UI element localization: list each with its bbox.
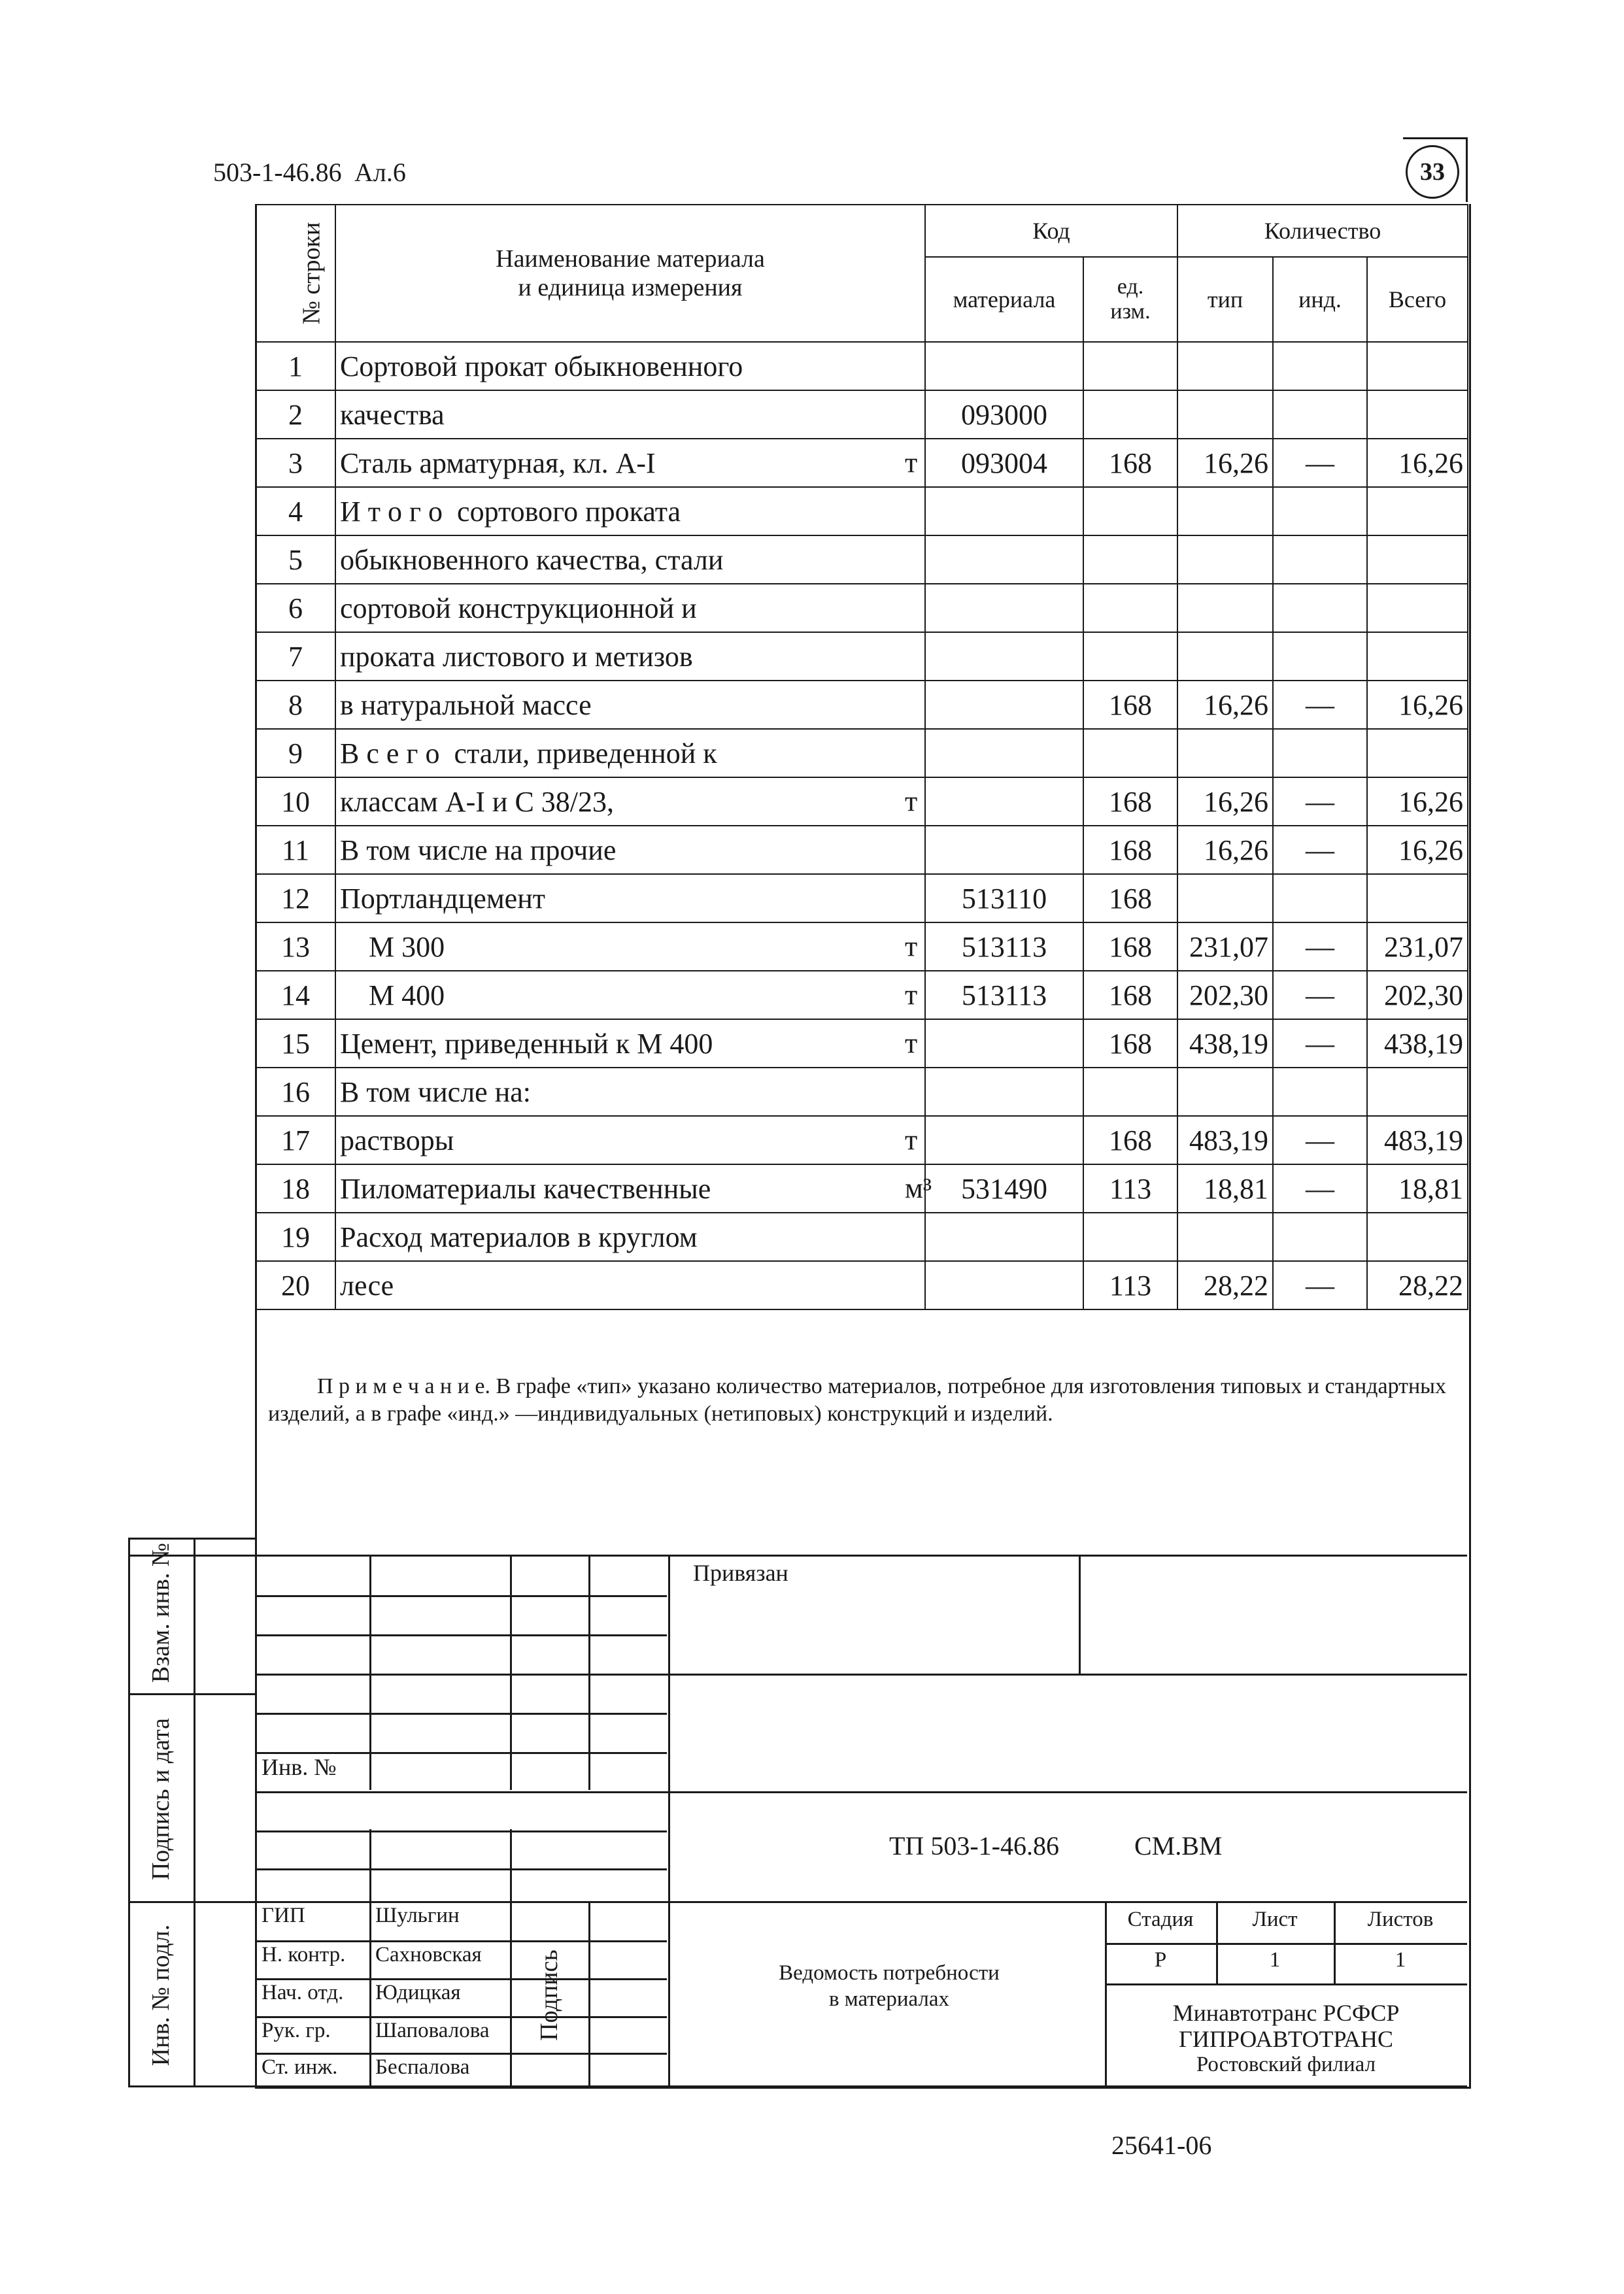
list-value: 1	[1269, 1948, 1281, 1972]
row-individual: —	[1273, 1261, 1367, 1309]
stamp-grid-line	[255, 2053, 667, 2055]
stamp-grid-line	[1105, 1943, 1467, 1945]
table-row	[256, 584, 1468, 632]
row-number: 1	[256, 342, 335, 390]
row-unit-code	[1083, 584, 1177, 632]
row-name	[335, 1261, 925, 1309]
row-name	[335, 922, 925, 971]
row-name	[335, 777, 925, 826]
col-code-group: Код	[925, 205, 1177, 257]
stamp-role: Рук. гр.	[262, 2019, 331, 2042]
table-row	[256, 777, 1468, 826]
row-name	[335, 971, 925, 1019]
row-unit-code: 113	[1083, 1261, 1177, 1309]
table-row	[256, 1164, 1468, 1213]
row-number: 11	[256, 826, 335, 874]
row-unit-code: 168	[1083, 777, 1177, 826]
row-name-text: В том числе на прочие	[340, 834, 617, 866]
row-material-code	[925, 1261, 1083, 1309]
table-row	[256, 1019, 1468, 1068]
stamp-grid-vline	[588, 1555, 590, 1790]
row-unit-code: 168	[1083, 439, 1177, 487]
row-material-code	[925, 681, 1083, 729]
row-name	[335, 874, 925, 922]
row-material-code: 513110	[925, 874, 1083, 922]
stamp-person-name: Шульгин	[375, 1904, 460, 1927]
row-typical: 28,22	[1177, 1261, 1273, 1309]
row-name-text: М 400	[340, 979, 445, 1011]
row-name-text: лесе	[340, 1269, 394, 1302]
stamp-person-name: Шаповалова	[375, 2019, 490, 2042]
row-unit-code: 113	[1083, 1164, 1177, 1213]
row-name-text: растворы	[340, 1124, 454, 1156]
row-typical: 16,26	[1177, 777, 1273, 826]
row-unit-code	[1083, 632, 1177, 681]
row-number: 7	[256, 632, 335, 681]
col-material-name	[335, 205, 925, 342]
side-label-inv-original: Инв. № подл.	[147, 1924, 175, 2066]
row-name	[335, 1068, 925, 1116]
row-material-code	[925, 535, 1083, 584]
row-typical: 16,26	[1177, 439, 1273, 487]
row-typical: 16,26	[1177, 826, 1273, 874]
row-name	[335, 729, 925, 777]
row-name-text: проката листового и метизов	[340, 640, 693, 673]
row-individual	[1273, 584, 1367, 632]
stage-value: Р	[1154, 1948, 1167, 1972]
row-typical: 16,26	[1177, 681, 1273, 729]
row-number: 20	[256, 1261, 335, 1309]
row-material-code	[925, 584, 1083, 632]
stamp-grid-line	[255, 1713, 667, 1715]
stamp-grid-line	[255, 1830, 667, 1832]
row-typical: 202,30	[1177, 971, 1273, 1019]
row-number: 16	[256, 1068, 335, 1116]
side-label-replaced-inv: Взам. инв. №	[147, 1542, 175, 1683]
col-material-name-line2: и единица измерения	[518, 274, 743, 301]
row-unit: т	[905, 785, 918, 817]
row-name-text: В том числе на:	[340, 1075, 531, 1108]
footer-number: 25641-06	[1111, 2131, 1212, 2160]
row-unit: т	[905, 979, 918, 1011]
row-individual	[1273, 729, 1367, 777]
doc-mark: СМ.ВМ	[1134, 1831, 1223, 1861]
stamp-grid-line	[1105, 1983, 1467, 1985]
list-label: Лист	[1252, 1908, 1298, 1931]
stamp-grid-line	[255, 1595, 667, 1597]
stamp-grid-line	[255, 1868, 667, 1870]
row-total	[1367, 1213, 1468, 1261]
stamp-grid-line	[255, 1791, 1467, 1793]
row-name	[335, 487, 925, 535]
row-name-text: Портландцемент	[340, 882, 545, 915]
row-name-text: И т о г о сортового проката	[340, 495, 681, 528]
row-unit-code: 168	[1083, 1116, 1177, 1164]
stage-label: Стадия	[1127, 1908, 1194, 1931]
stamp-grid-line	[255, 2016, 667, 2018]
table-row	[256, 439, 1468, 487]
row-number: 14	[256, 971, 335, 1019]
row-unit-code	[1083, 535, 1177, 584]
col-row-number	[256, 205, 335, 342]
col-individual: инд.	[1273, 257, 1367, 342]
row-number: 12	[256, 874, 335, 922]
row-name-text: качества	[340, 398, 445, 431]
side-column-mid	[194, 1538, 195, 2087]
stamp-grid-vline	[510, 1829, 512, 2085]
row-name	[335, 584, 925, 632]
row-typical: 483,19	[1177, 1116, 1273, 1164]
row-individual	[1273, 632, 1367, 681]
table-row	[256, 922, 1468, 971]
side-label-signature-date: Подпись и дата	[147, 1717, 175, 1881]
row-material-code	[925, 826, 1083, 874]
row-unit-code: 168	[1083, 826, 1177, 874]
stamp-person-name: Юдицкая	[375, 1981, 461, 2004]
row-individual	[1273, 1068, 1367, 1116]
col-unit	[1083, 257, 1177, 342]
table-row	[256, 1213, 1468, 1261]
row-unit-code	[1083, 487, 1177, 535]
note-label: П р и м е ч а н и е.	[317, 1374, 491, 1398]
row-name-text: обыкновенного качества, стали	[340, 543, 724, 576]
row-total: 18,81	[1367, 1164, 1468, 1213]
org-line3: Ростовский филиал	[1196, 2053, 1376, 2076]
sheet-title-line2: в материалах	[828, 1987, 950, 2011]
row-number: 15	[256, 1019, 335, 1068]
stamp-grid-vline	[1079, 1555, 1081, 1674]
page-number: 33	[1406, 145, 1459, 199]
row-individual	[1273, 874, 1367, 922]
stamp-grid-vline	[369, 1829, 371, 2085]
row-number: 19	[256, 1213, 335, 1261]
stamp-grid-line	[255, 1674, 1467, 1676]
row-unit: м³	[905, 1172, 932, 1204]
row-typical: 438,19	[1177, 1019, 1273, 1068]
table-row	[256, 535, 1468, 584]
table-row	[256, 971, 1468, 1019]
row-unit: т	[905, 447, 918, 479]
signature-column-label: Подпись	[535, 1949, 563, 2041]
row-individual	[1273, 535, 1367, 584]
row-typical	[1177, 487, 1273, 535]
side-column-left	[128, 1538, 130, 2087]
stamp-role: Н. контр.	[262, 1943, 346, 1966]
row-material-code	[925, 1068, 1083, 1116]
stamp-grid-line	[255, 1940, 667, 1942]
col-typical: тип	[1177, 257, 1273, 342]
row-name	[335, 826, 925, 874]
col-quantity-group: Количество	[1177, 205, 1468, 257]
row-total: 202,30	[1367, 971, 1468, 1019]
row-name-text: в натуральной массе	[340, 688, 592, 721]
row-typical: 18,81	[1177, 1164, 1273, 1213]
stamp-grid-vline	[588, 1901, 590, 2085]
row-number: 17	[256, 1116, 335, 1164]
row-individual	[1273, 1213, 1367, 1261]
stamp-grid-line	[255, 1978, 667, 1980]
row-material-code	[925, 777, 1083, 826]
row-number: 8	[256, 681, 335, 729]
row-material-code: 093004	[925, 439, 1083, 487]
row-number: 18	[256, 1164, 335, 1213]
row-total	[1367, 729, 1468, 777]
row-name-text: Цемент, приведенный к М 400	[340, 1027, 713, 1060]
inv-number-label: Инв. №	[262, 1754, 337, 1780]
row-number: 4	[256, 487, 335, 535]
row-name	[335, 1116, 925, 1164]
row-total: 16,26	[1367, 439, 1468, 487]
row-name-text: Расход материалов в круглом	[340, 1221, 698, 1253]
row-total	[1367, 1068, 1468, 1116]
row-total	[1367, 584, 1468, 632]
row-unit: т	[905, 930, 918, 962]
row-material-code	[925, 1019, 1083, 1068]
row-individual	[1273, 487, 1367, 535]
row-typical: 231,07	[1177, 922, 1273, 971]
row-individual	[1273, 342, 1367, 390]
row-unit: т	[905, 1027, 918, 1059]
row-typical	[1177, 632, 1273, 681]
row-typical	[1177, 535, 1273, 584]
row-individual: —	[1273, 777, 1367, 826]
row-individual: —	[1273, 1116, 1367, 1164]
table-row	[256, 487, 1468, 535]
row-total: 16,26	[1367, 826, 1468, 874]
sheet-title-line1: Ведомость потребности	[779, 1961, 1000, 1985]
row-typical	[1177, 584, 1273, 632]
table-row	[256, 826, 1468, 874]
table-row	[256, 390, 1468, 439]
row-material-code	[925, 1116, 1083, 1164]
row-total: 28,22	[1367, 1261, 1468, 1309]
table-row	[256, 874, 1468, 922]
stamp-bottom-line	[128, 2085, 1467, 2087]
stamp-role: Ст. инж.	[262, 2055, 338, 2079]
row-number: 13	[256, 922, 335, 971]
row-material-code: 513113	[925, 922, 1083, 971]
row-material-code: 531490	[925, 1164, 1083, 1213]
row-material-code	[925, 632, 1083, 681]
row-number: 10	[256, 777, 335, 826]
row-material-code: 093000	[925, 390, 1083, 439]
row-typical	[1177, 729, 1273, 777]
row-unit-code: 168	[1083, 922, 1177, 971]
row-unit-code	[1083, 1068, 1177, 1116]
row-total: 483,19	[1367, 1116, 1468, 1164]
row-material-code	[925, 729, 1083, 777]
row-name	[335, 342, 925, 390]
org-line1: Минавтотранс РСФСР	[1172, 2000, 1400, 2026]
stamp-grid-line	[255, 1634, 667, 1636]
row-typical	[1177, 1213, 1273, 1261]
row-unit-code	[1083, 729, 1177, 777]
row-unit-code	[1083, 1213, 1177, 1261]
note-text: В графе «тип» указано количество материалов, потребное для изготовления типовых и стандартных изделий, а в графе «инд.» —индивидуальных (нетиповых) конструкций и изделий.	[268, 1374, 1447, 1426]
row-unit-code: 168	[1083, 874, 1177, 922]
col-material-code: материала	[925, 257, 1083, 342]
note	[268, 1373, 1451, 1428]
row-total	[1367, 632, 1468, 681]
doc-title: ТП 503-1-46.86	[889, 1831, 1059, 1861]
row-number: 6	[256, 584, 335, 632]
row-name	[335, 681, 925, 729]
row-total	[1367, 874, 1468, 922]
table-row	[256, 1068, 1468, 1116]
row-name-text: Пиломатериалы качественные	[340, 1172, 711, 1205]
row-name-text: Сталь арматурная, кл. А-I	[340, 447, 656, 479]
row-name-text: сортовой конструкционной и	[340, 592, 697, 624]
row-name	[335, 1019, 925, 1068]
table-row	[256, 632, 1468, 681]
row-individual: —	[1273, 1164, 1367, 1213]
attached-label: Привязан	[693, 1560, 788, 1586]
row-total: 231,07	[1367, 922, 1468, 971]
row-unit: т	[905, 1124, 918, 1156]
row-material-code	[925, 1213, 1083, 1261]
stamp-person-name: Беспалова	[375, 2055, 470, 2079]
row-individual: —	[1273, 1019, 1367, 1068]
col-row-number-label: № строки	[297, 222, 326, 325]
row-individual	[1273, 390, 1367, 439]
row-total: 16,26	[1367, 681, 1468, 729]
table-row	[256, 342, 1468, 390]
stamp-role: ГИП	[262, 1904, 305, 1927]
table-row	[256, 681, 1468, 729]
lists-label: Листов	[1367, 1908, 1434, 1931]
row-material-code	[925, 487, 1083, 535]
table-row	[256, 1261, 1468, 1309]
row-individual: —	[1273, 971, 1367, 1019]
stamp-grid-vline	[510, 1555, 512, 1790]
row-individual: —	[1273, 439, 1367, 487]
row-name	[335, 535, 925, 584]
row-name-text: В с е г о стали, приведенной к	[340, 737, 717, 769]
row-total	[1367, 535, 1468, 584]
row-name	[335, 632, 925, 681]
row-unit-code: 168	[1083, 681, 1177, 729]
col-total: Всего	[1367, 257, 1468, 342]
row-unit-code	[1083, 342, 1177, 390]
row-typical	[1177, 342, 1273, 390]
row-name	[335, 1213, 925, 1261]
sheet-label: Ал.6	[354, 158, 406, 187]
row-unit-code: 168	[1083, 971, 1177, 1019]
stamp-role: Нач. отд.	[262, 1981, 344, 2004]
lists-value: 1	[1395, 1948, 1406, 1972]
document-code: 503-1-46.86	[213, 158, 342, 187]
row-total	[1367, 342, 1468, 390]
row-material-code: 513113	[925, 971, 1083, 1019]
row-total: 438,19	[1367, 1019, 1468, 1068]
row-individual: —	[1273, 922, 1367, 971]
stamp-grid-vline	[369, 1555, 371, 1790]
table-row	[256, 729, 1468, 777]
stamp-grid-vline	[668, 1555, 670, 2085]
row-number: 5	[256, 535, 335, 584]
row-number: 2	[256, 390, 335, 439]
row-material-code	[925, 342, 1083, 390]
row-typical	[1177, 1068, 1273, 1116]
row-unit-code	[1083, 390, 1177, 439]
stamp-top-line	[128, 1555, 1467, 1557]
col-unit-line2: изм.	[1110, 299, 1151, 324]
row-name-text: М 300	[340, 930, 445, 963]
stamp-person-name: Сахновская	[375, 1943, 482, 1966]
materials-table	[255, 204, 1468, 1310]
row-name	[335, 390, 925, 439]
table-row	[256, 1116, 1468, 1164]
row-individual: —	[1273, 826, 1367, 874]
row-name-text: классам А-I и С 38/23,	[340, 785, 615, 818]
stamp-grid-line	[255, 1901, 1467, 1903]
row-typical	[1177, 874, 1273, 922]
row-number: 3	[256, 439, 335, 487]
col-unit-line1: ед.	[1117, 275, 1144, 299]
row-total	[1367, 487, 1468, 535]
row-typical	[1177, 390, 1273, 439]
row-name	[335, 1164, 932, 1213]
side-divider-2	[128, 1901, 255, 1903]
row-name	[335, 439, 925, 487]
row-individual: —	[1273, 681, 1367, 729]
row-number: 9	[256, 729, 335, 777]
col-material-name-line1: Наименование материала	[496, 245, 765, 273]
row-total: 16,26	[1367, 777, 1468, 826]
row-unit-code: 168	[1083, 1019, 1177, 1068]
org-line2: ГИПРОАВТОТРАНС	[1179, 2026, 1393, 2052]
row-name-text: Сортовой прокат обыкновенного	[340, 350, 743, 382]
row-total	[1367, 390, 1468, 439]
